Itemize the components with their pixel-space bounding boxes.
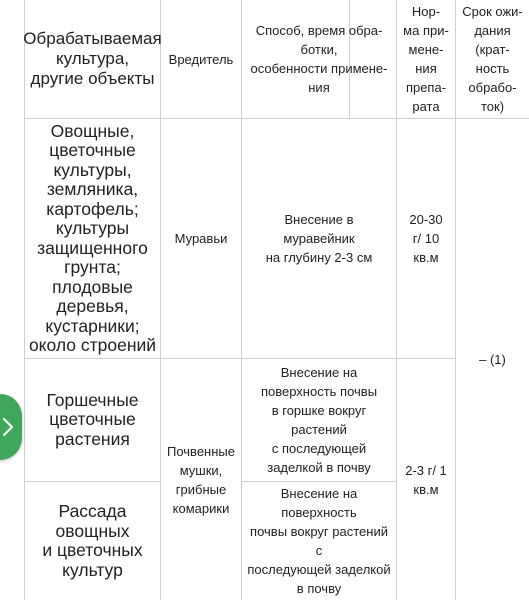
- chevron-right-icon: [2, 417, 14, 437]
- merged-wait-text: – (1): [479, 352, 506, 367]
- row1-rate: [397, 119, 455, 358]
- row2-method: [242, 359, 396, 481]
- header-method-text: Способ, время обра- ботки, особенности примене- ния: [250, 23, 388, 95]
- header-wait: [456, 0, 529, 118]
- row1-pest: [161, 119, 241, 358]
- row3-crop-text: Рассада овощных и цветочных культур: [42, 501, 143, 580]
- merged-pest-cell: [161, 359, 241, 600]
- row3-method-text: Внесение на поверхность почвы вокруг растений с последующей заделкой в почву: [247, 486, 391, 596]
- row1-crop: [25, 119, 160, 358]
- row3-method: [242, 482, 396, 600]
- row1-method: [242, 119, 396, 358]
- header-method: [242, 0, 396, 118]
- row1-crop-text: Овощные, цветочные культуры, земляника, картофель; культуры защищенного грунта; плодовые деревья, кустарники; около строений: [28, 120, 157, 355]
- row1-pest-text: Муравьи: [174, 231, 228, 246]
- row2-crop: [25, 359, 160, 481]
- row1-rate-text: 20-30 г/ 10 кв.м: [409, 212, 443, 265]
- row2-method-text: Внесение на поверхность почвы в горшке вокруг растений с последующей заделкой в почву: [260, 365, 378, 475]
- header-pest: [161, 0, 241, 118]
- header-pest-text: Вредитель: [168, 51, 234, 67]
- header-rate: [397, 0, 455, 118]
- merged-rate-cell: [397, 359, 455, 600]
- header-crop: [25, 0, 160, 118]
- header-rate-text: Нор- ма при- мене- ния препа- рата: [403, 4, 449, 114]
- merged-rate-text: 2-3 г/ 1 кв.м: [405, 462, 447, 497]
- row3-crop: [25, 482, 160, 600]
- row1-method-text: Внесение в муравейник на глубину 2-3 см: [265, 212, 373, 265]
- header-wait-text: Срок ожи- дания (крат- ность обрабо- ток): [462, 4, 523, 114]
- next-button[interactable]: [0, 394, 22, 460]
- header-crop-text: Обрабатываемая культура, другие объекты: [23, 29, 162, 88]
- merged-wait-cell: [456, 119, 529, 600]
- merged-pest-text: Почвенные мушки, грибные комарики: [167, 443, 235, 516]
- row2-crop-text: Горшечные цветочные растения: [46, 389, 139, 449]
